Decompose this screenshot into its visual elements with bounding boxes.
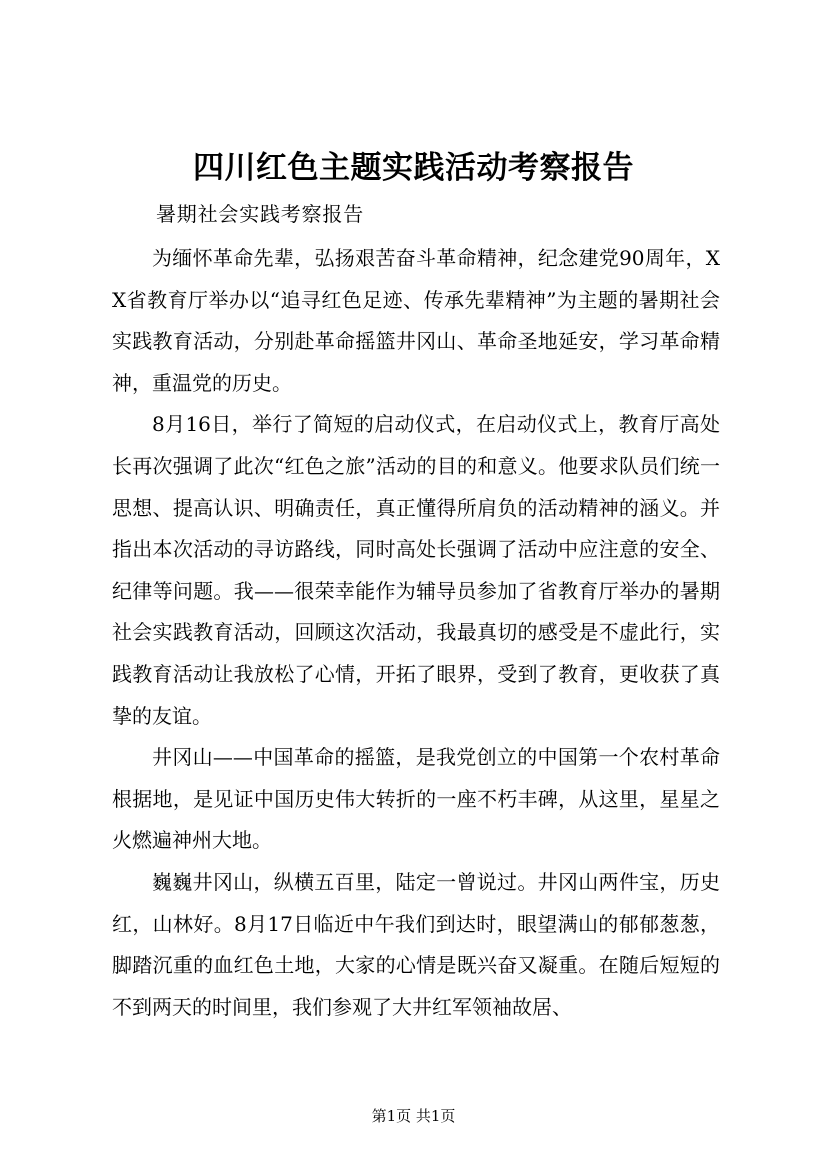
document-title: 四川红色主题实践活动考察报告 <box>193 150 634 186</box>
body-paragraph: 井冈山——中国革命的摇篮，是我党创立的中国第一个农村革命根据地，是见证中国历史伟大转折的一座不朽丰碑，从这里，星星之火燃遍神州大地。 <box>112 745 720 853</box>
body-paragraph: 为缅怀革命先辈，弘扬艰苦奋斗革命精神，纪念建党90周年，XX省教育厅举办以“追寻红色足迹、传承先辈精神”为主题的暑期社会实践教育活动，分别赴革命摇篮井冈山、革命圣地延安，学习革命精神，重温党的历史。 <box>112 246 720 395</box>
document-subtitle: 暑期社会实践考察报告 <box>156 202 364 226</box>
body-paragraph: 8月16日，举行了简短的启动仪式，在启动仪式上，教育厅高处长再次强调了此次“红色之旅”活动的目的和意义。他要求队员们统一思想、提高认识、明确责任，真正懂得所肩负的活动精神的涵义。并指出本次活动的寻访路线，同时高处长强调了活动中应注意的安全、纪律等问题。我——很荣幸能作为辅导员参加了省教育厅举办的暑期社会实践教育活动，回顾这次活动，我最真切的感受是不虚此行，实践教育活动让我放松了心情，开拓了眼界，受到了教育，更收获了真挚的友谊。 <box>112 412 720 728</box>
page-footer: 第1页 共1页 <box>371 1107 456 1125</box>
body-paragraph: 巍巍井冈山，纵横五百里，陆定一曾说过。井冈山两件宝，历史红，山林好。8月17日临近中午我们到达时，眼望满山的郁郁葱葱，脚踏沉重的血红色土地，大家的心情是既兴奋又凝重。在随后短短的不到两天的时间里，我们参观了大井红军领袖故居、 <box>112 869 720 1019</box>
document-body <box>112 238 720 1028</box>
